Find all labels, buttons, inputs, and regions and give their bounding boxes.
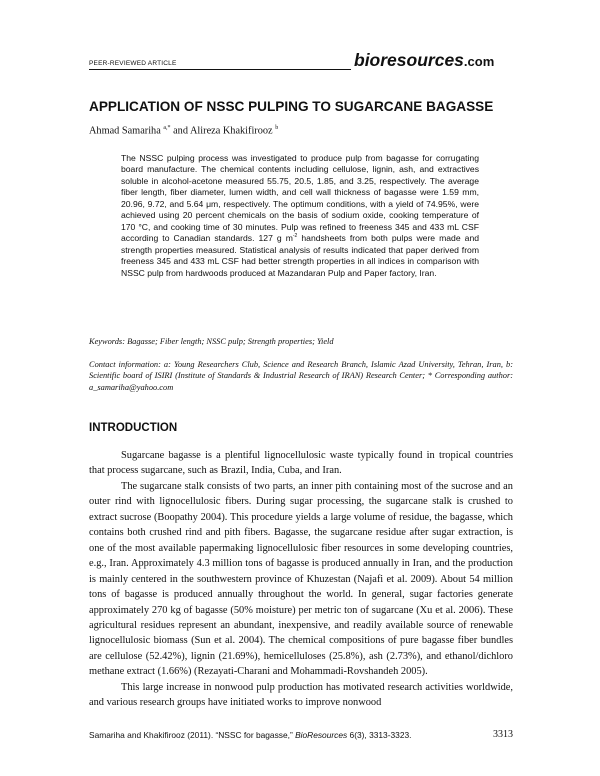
author-1-affiliation: a,* (163, 125, 171, 131)
contact-information: Contact information: a: Young Researchers Club, Science and Research Branch, Islamic Azad University, Tehran, Iran, b: Scientific board of ISIRI (Institute of Standards & Industrial Research of IRAN) Research Center; * Corresponding author: a_samariha@yahoo.com (89, 360, 513, 392)
page-number: 3313 (493, 729, 513, 740)
introduction-body (89, 448, 513, 711)
abstract-superscript: -2 (292, 233, 298, 240)
body-paragraph: Sugarcane bagasse is a plentiful lignocellulosic waste typically found in tropical countries that process sugarcane, such as Brazil, India, Cuba, and Iran. (89, 450, 513, 477)
abstract-text-1: The NSSC pulping process was investigated to produce pulp from bagasse for corrugating board manufacture. The chemical contents including cellulose, lignin, ash, and extractives soluble in alcohol-acetone measured 55.75, 20.5, 1.85, and 3.25, respectively. The average fiber length, fiber diameter, lumen width, and cell wall thickness of bagasse were 1.59 mm, 20.96, 9.72, and 5.64 μm, respectively. The optimum conditions, with a yield of 74.95%, were achieved using 20 percent chemicals on the basis of sodium oxide, cooking temperature of 170 °C, and cooking time of 30 minutes. Pulp was refined to freeness 345 and 433 mL CSF according to Canadian standards. 127 g m (121, 153, 479, 244)
abstract (121, 153, 479, 279)
author-2: Alireza Khakifirooz (189, 125, 273, 137)
section-heading-introduction: INTRODUCTION (89, 422, 178, 434)
author-conjunction: and (170, 125, 190, 137)
author-line (89, 125, 278, 136)
journal-suffix: .com (463, 54, 495, 69)
author-1: Ahmad Samariha (89, 125, 161, 137)
keywords: Keywords: Bagasse; Fiber length; NSSC pulp; Strength properties; Yield (89, 337, 334, 346)
citation-journal: BioResources (295, 730, 348, 740)
citation-volume: 6(3), 3313-3323. (347, 730, 412, 740)
body-paragraph: This large increase in nonwood pulp production has motivated research activities worldwide, and various research groups have initiated works to improve nonwood (89, 681, 513, 709)
article-title: APPLICATION OF NSSC PULPING TO SUGARCANE BAGASSE (89, 99, 494, 114)
abstract-text-2: handsheets from both pulps were made and strength properties measured. Statistical analysis of results indicated that paper derived from freeness 345 and 433 mL CSF had better strength properties in all indices in comparison with NSSC pulp from hardwoods produced at Mazandaran Pulp and Paper factory, Iran. (121, 233, 479, 278)
header-rule (89, 69, 351, 70)
body-paragraph: The sugarcane stalk consists of two parts, an inner pith containing most of the sucrose and an outer rind with lignocellulosic fibers. During sugar processing, the sugarcane stalk is crushed to extract sucrose (Boopathy 2004). This procedure yields a large volume of residue, the bagasse, which contains both crushed rind and pith fibers. Bagasse, the sugarcane residue after sugar extraction, is one of the most available papermaking lignocellulosic fiber resources in some developing countries, e.g., Iran. Approximately 4.3 million tons of bagasse is produced annually in Iran, and the production is mainly centered in the southwestern province of Khuzestan (Najafi et al. 2009). About 54 million tons of bagasse is produced annually throughout the world. In general, sugar factories generate approximately 270 kg of bagasse (50% moisture) per metric ton of sugarcane (Xu et al. 2006). These agricultural residues represent an abundant, inexpensive, and readily available source of renewable lignocellulosic biomass (Sun et al. 2004). The chemical compositions of pure bagasse fiber bundles are cellulose (52.42%), lignin (21.69%), hemicelluloses (25.8%), ash (2.73%), and ethanol/dichloro methane extract (1.66%) (Rezayati-Charani and Mohammadi-Rovshandeh 2005). (89, 480, 513, 678)
footer-citation (89, 730, 411, 740)
peer-reviewed-label: PEER-REVIEWED ARTICLE (89, 60, 177, 67)
journal-name: bioresources (354, 50, 464, 70)
author-2-affiliation: b (275, 125, 279, 131)
citation-authors: Samariha and Khakifirooz (2011). “NSSC for bagasse,” (89, 730, 296, 740)
journal-logo (354, 50, 494, 71)
